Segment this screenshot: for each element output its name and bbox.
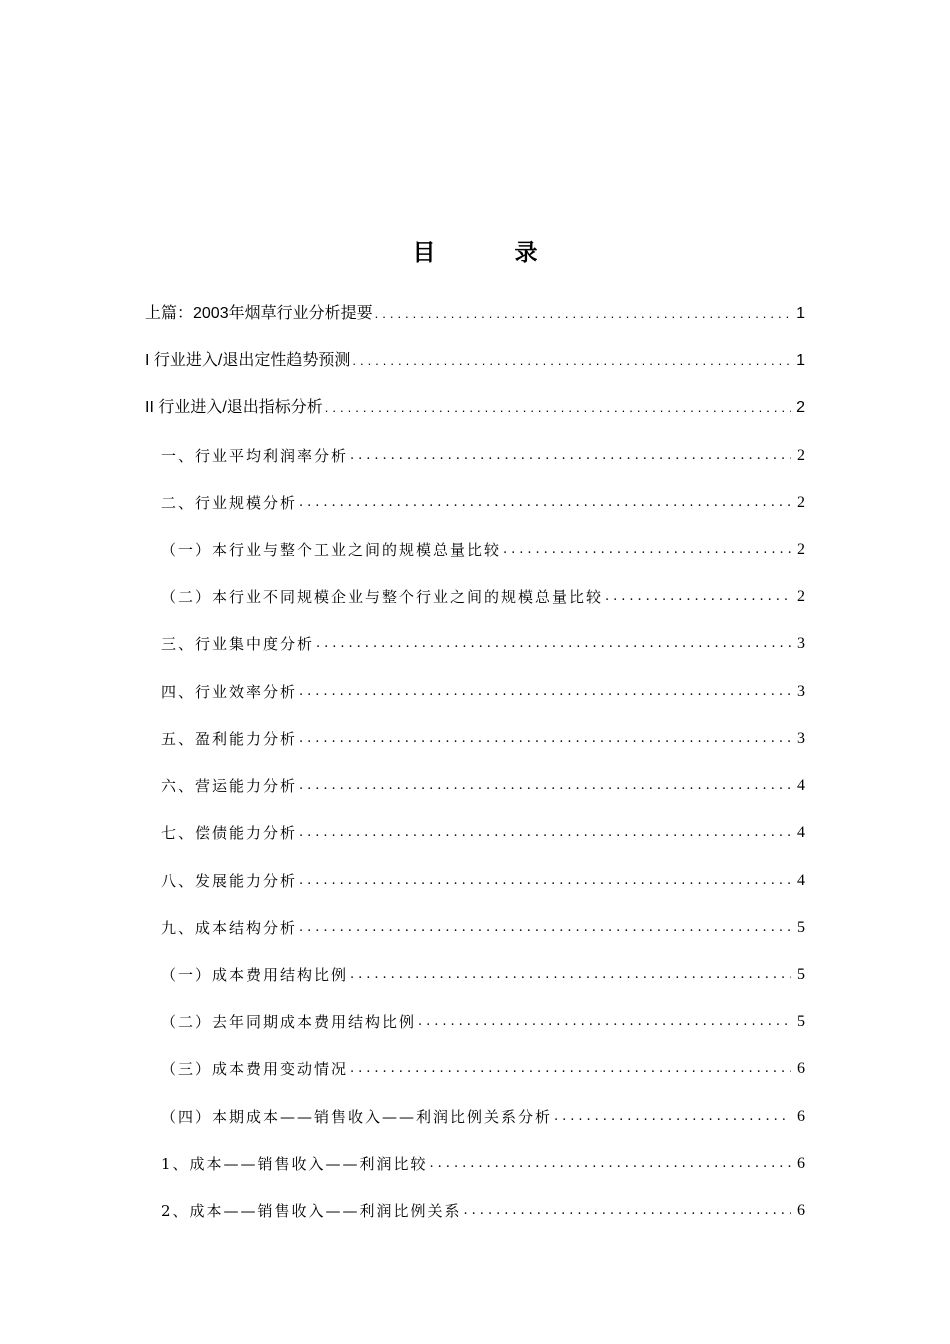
toc-entry-8[interactable] <box>161 866 805 892</box>
toc-entry-2-2[interactable] <box>161 582 805 608</box>
toc-entry-2-1[interactable] <box>161 535 805 561</box>
toc-dot-leader <box>350 1058 791 1080</box>
toc-entry-part-1[interactable] <box>145 299 805 325</box>
toc-entry-section-i[interactable] <box>145 346 805 372</box>
toc-entry-label: （一）成本费用结构比例 <box>161 966 349 984</box>
toc-entry-7[interactable] <box>161 818 805 844</box>
toc-entry-6[interactable] <box>161 771 805 797</box>
toc-dot-leader <box>430 1153 791 1175</box>
toc-entry-2[interactable] <box>161 488 805 514</box>
toc-dot-leader <box>350 964 791 986</box>
toc-page-number: 3 <box>797 730 805 747</box>
toc-entry-label: （四）本期成本——销售收入——利润比例关系分析 <box>161 1108 553 1126</box>
toc-title: 目 录 <box>412 240 566 266</box>
toc-dot-leader <box>554 1106 791 1128</box>
toc-page-number: 2 <box>797 588 805 605</box>
toc-dot-leader <box>299 917 791 939</box>
toc-entry-9-4-1[interactable] <box>161 1149 805 1175</box>
toc-dot-leader <box>325 397 791 419</box>
toc-page-number: 5 <box>797 1013 805 1030</box>
toc-entry-label: 1、成本——销售收入——利润比较 <box>161 1155 428 1173</box>
toc-page-number: 6 <box>797 1155 805 1172</box>
toc-entry-9-1[interactable] <box>161 960 805 986</box>
toc-page-number: 5 <box>797 966 805 983</box>
toc-page-number: 4 <box>797 824 805 841</box>
toc-dot-leader <box>316 633 791 655</box>
toc-entry-label: （三）成本费用变动情况 <box>161 1060 349 1078</box>
toc-entry-label: 上篇：2003年烟草行业分析提要 <box>145 305 373 322</box>
toc-entry-5[interactable] <box>161 724 805 750</box>
toc-page-number: 6 <box>797 1108 805 1125</box>
toc-entry-label: 八、发展能力分析 <box>161 872 298 890</box>
toc-entry-1[interactable] <box>161 441 805 467</box>
toc-entry-label: （二）本行业不同规模企业与整个行业之间的规模总量比较 <box>161 588 604 606</box>
toc-dot-leader <box>299 728 791 750</box>
toc-entry-9[interactable] <box>161 913 805 939</box>
toc-entry-9-2[interactable] <box>161 1007 805 1033</box>
toc-page-number: 2 <box>796 399 805 416</box>
toc-dot-leader <box>299 870 791 892</box>
toc-entry-label: （一）本行业与整个工业之间的规模总量比较 <box>161 541 502 559</box>
toc-entry-label: 三、行业集中度分析 <box>161 635 315 653</box>
toc-page-number: 3 <box>797 683 805 700</box>
toc-page-number: 3 <box>797 635 805 652</box>
toc-dot-leader <box>375 303 791 325</box>
toc-dot-leader <box>418 1011 791 1033</box>
toc-page-number: 1 <box>796 352 805 369</box>
toc-entry-9-4-2[interactable] <box>161 1196 805 1222</box>
toc-entry-section-ii[interactable] <box>145 393 805 419</box>
toc-dot-leader <box>503 539 791 561</box>
toc-entry-label: （二）去年同期成本费用结构比例 <box>161 1013 417 1031</box>
toc-entry-label: 一、行业平均利润率分析 <box>161 447 349 465</box>
toc-dot-leader <box>605 586 791 608</box>
toc-page-number: 5 <box>797 919 805 936</box>
toc-entry-label: II 行业进入/退出指标分析 <box>145 399 323 416</box>
toc-dot-leader <box>299 822 791 844</box>
toc-entry-9-3[interactable] <box>161 1054 805 1080</box>
toc-entry-label: 四、行业效率分析 <box>161 683 298 701</box>
toc-dot-leader <box>350 445 791 467</box>
toc-page-number: 6 <box>797 1060 805 1077</box>
toc-page-number: 4 <box>797 872 805 889</box>
toc-dot-leader <box>352 350 791 372</box>
toc-entry-label: I 行业进入/退出定性趋势预测 <box>145 352 351 369</box>
toc-page-number: 2 <box>797 494 805 511</box>
toc-entry-label: 九、成本结构分析 <box>161 919 298 937</box>
toc-entry-9-4[interactable] <box>161 1102 805 1128</box>
toc-dot-leader <box>299 681 791 703</box>
toc-page-number: 2 <box>797 447 805 464</box>
toc-dot-leader <box>299 775 791 797</box>
toc-entry-label: 二、行业规模分析 <box>161 494 298 512</box>
toc-dot-leader <box>299 492 791 514</box>
toc-entry-label: 六、营运能力分析 <box>161 777 298 795</box>
toc-dot-leader <box>464 1200 791 1222</box>
toc-entry-label: 2、成本——销售收入——利润比例关系 <box>161 1202 462 1220</box>
toc-page-number: 2 <box>797 541 805 558</box>
toc-entry-4[interactable] <box>161 677 805 703</box>
toc-entry-3[interactable] <box>161 629 805 655</box>
toc-page-number: 4 <box>797 777 805 794</box>
toc-page-number: 1 <box>796 305 805 322</box>
toc-entry-label: 七、偿债能力分析 <box>161 824 298 842</box>
toc-page-number: 6 <box>797 1202 805 1219</box>
toc-entry-label: 五、盈利能力分析 <box>161 730 298 748</box>
